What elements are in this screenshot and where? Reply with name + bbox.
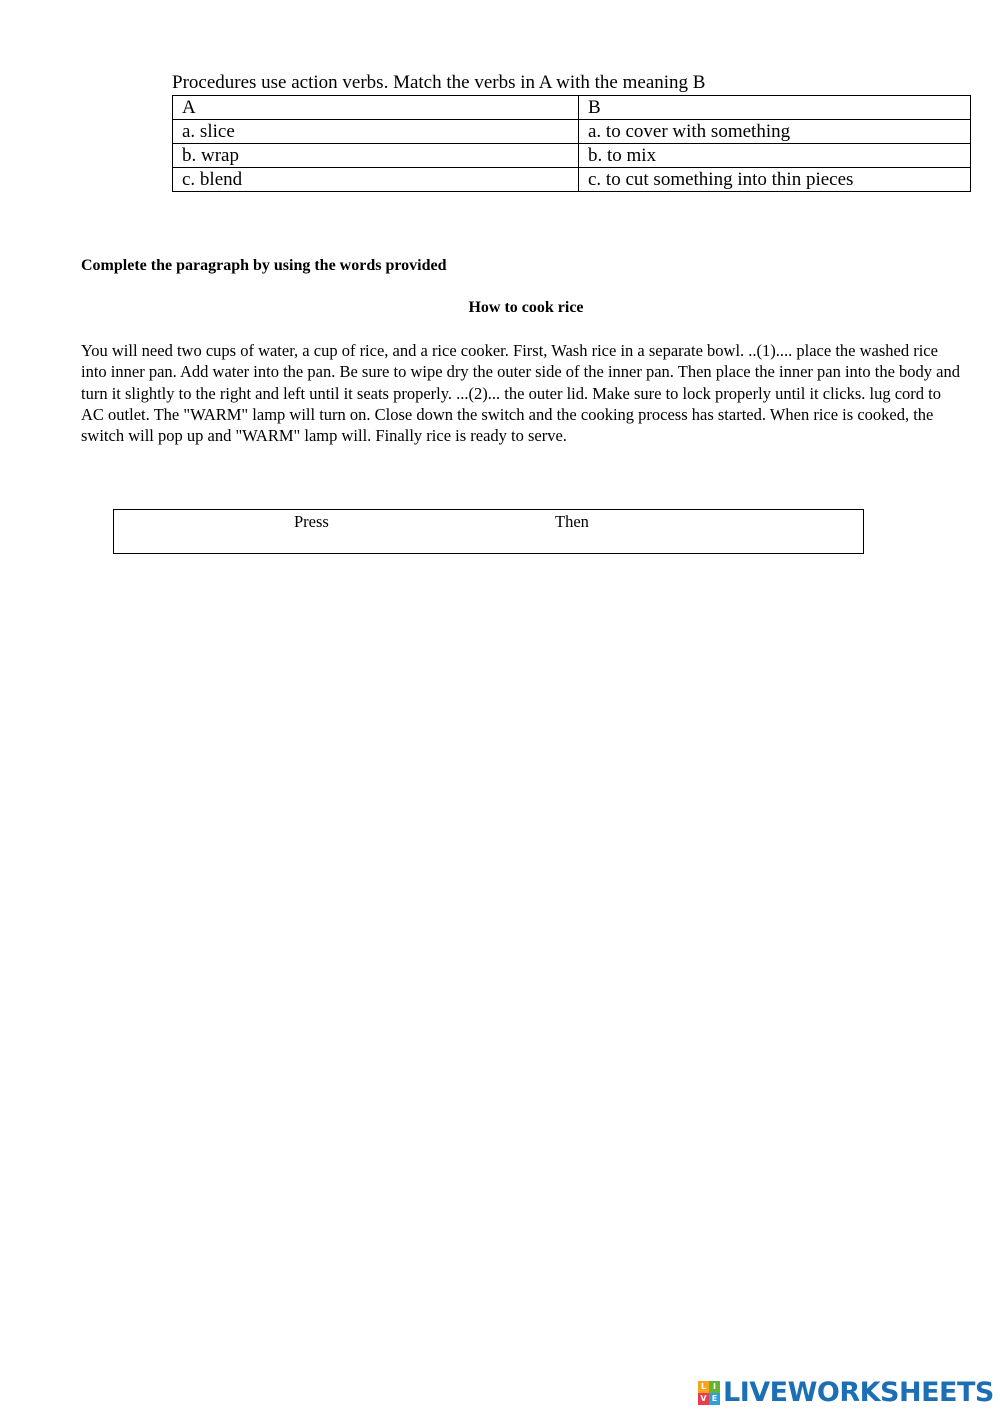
table-header-row	[173, 96, 971, 120]
paragraph-instruction: Complete the paragraph by using the words provided	[81, 257, 447, 274]
meaning-cell: c. to cut something into thin pieces	[579, 168, 971, 192]
word-bank-item[interactable]: Press	[294, 512, 329, 531]
liveworksheets-brand	[698, 1378, 994, 1408]
word-bank-item[interactable]: Then	[555, 512, 589, 531]
meaning-cell: a. to cover with something	[579, 120, 971, 144]
section-title: How to cook rice	[468, 299, 584, 316]
table-row	[173, 168, 971, 192]
verb-cell: a. slice	[173, 120, 579, 144]
verb-cell: b. wrap	[173, 144, 579, 168]
meaning-cell: b. to mix	[579, 144, 971, 168]
table-row	[173, 144, 971, 168]
word-bank	[113, 509, 864, 554]
column-header-a: A	[173, 96, 579, 120]
matching-table	[172, 95, 971, 192]
matching-instruction: Procedures use action verbs. Match the verbs in A with the meaning B	[172, 72, 706, 93]
brand-wordmark: LIVEWORKSHEETS	[723, 1377, 994, 1408]
verb-cell: c. blend	[173, 168, 579, 192]
column-header-b: B	[579, 96, 971, 120]
procedure-paragraph: You will need two cups of water, a cup of rice, and a rice cooker. First, Wash rice in a separate bowl. ..(1).... place the washed rice into inner pan. Add water into the pan. Be sure to wipe dry the outer side of the inner pan. Then place the inner pan into the body and turn it slightly to the right and left until it seats properly. ...(2)... the outer lid. Make sure to lock properly until it clicks. lug cord to AC outlet. The "WARM" lamp will turn on. Close down the switch and the cooking process has started. When rice is cooked, the switch will pop up and "WARM" lamp will. Finally rice is ready to serve.	[81, 341, 960, 446]
liveworksheets-logo-icon: L I V E	[698, 1381, 720, 1405]
table-row	[173, 120, 971, 144]
